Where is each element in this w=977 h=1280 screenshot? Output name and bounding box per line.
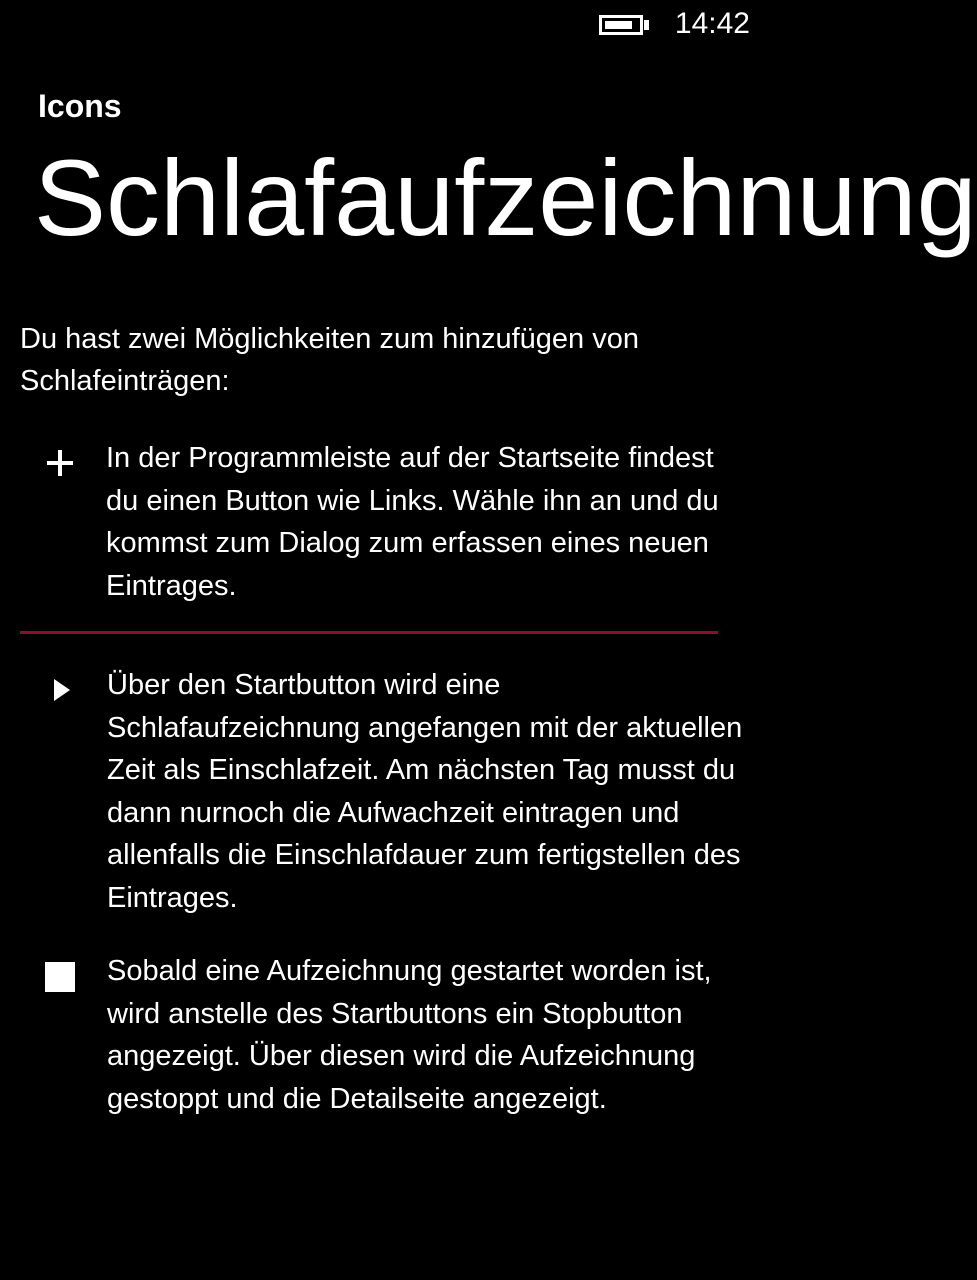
status-time: 14:42 [674, 7, 750, 40]
help-item-add-text: In der Programmleiste auf der Startseite findest du einen Button wie Links. Wähle ihn an und du kommst zum Dialog zum erfassen eines neuen Eintrages. [106, 442, 719, 602]
intro-text: Du hast zwei Möglichkeiten zum hinzufügen von Schlafeinträgen: [20, 323, 639, 397]
help-item-start-text: Über den Startbutton wird eine Schlafaufzeichnung angefangen mit der aktuellen Zeit als Einschlafzeit. Am nächsten Tag musst du dann nurnoch die Aufwachzeit eintragen und allenfalls die Einschlafdauer zum fertigstellen des Eintrages. [107, 669, 743, 914]
battery-icon [599, 15, 643, 35]
page-title: Schlafaufzeichnung [34, 137, 977, 258]
divider [20, 631, 718, 634]
stop-icon [40, 957, 80, 997]
battery-tip [644, 20, 649, 30]
help-item-stop-text: Sobald eine Aufzeichnung gestartet worden ist, wird anstelle des Startbuttons ein Stopbutton angezeigt. Über diesen wird die Aufzeichnung gestoppt und die Detailseite angezeigt. [107, 955, 712, 1115]
status-bar [0, 0, 768, 52]
play-icon [40, 670, 80, 710]
app-title: Icons [38, 88, 122, 124]
battery-fill [605, 21, 632, 29]
plus-icon [40, 443, 80, 483]
